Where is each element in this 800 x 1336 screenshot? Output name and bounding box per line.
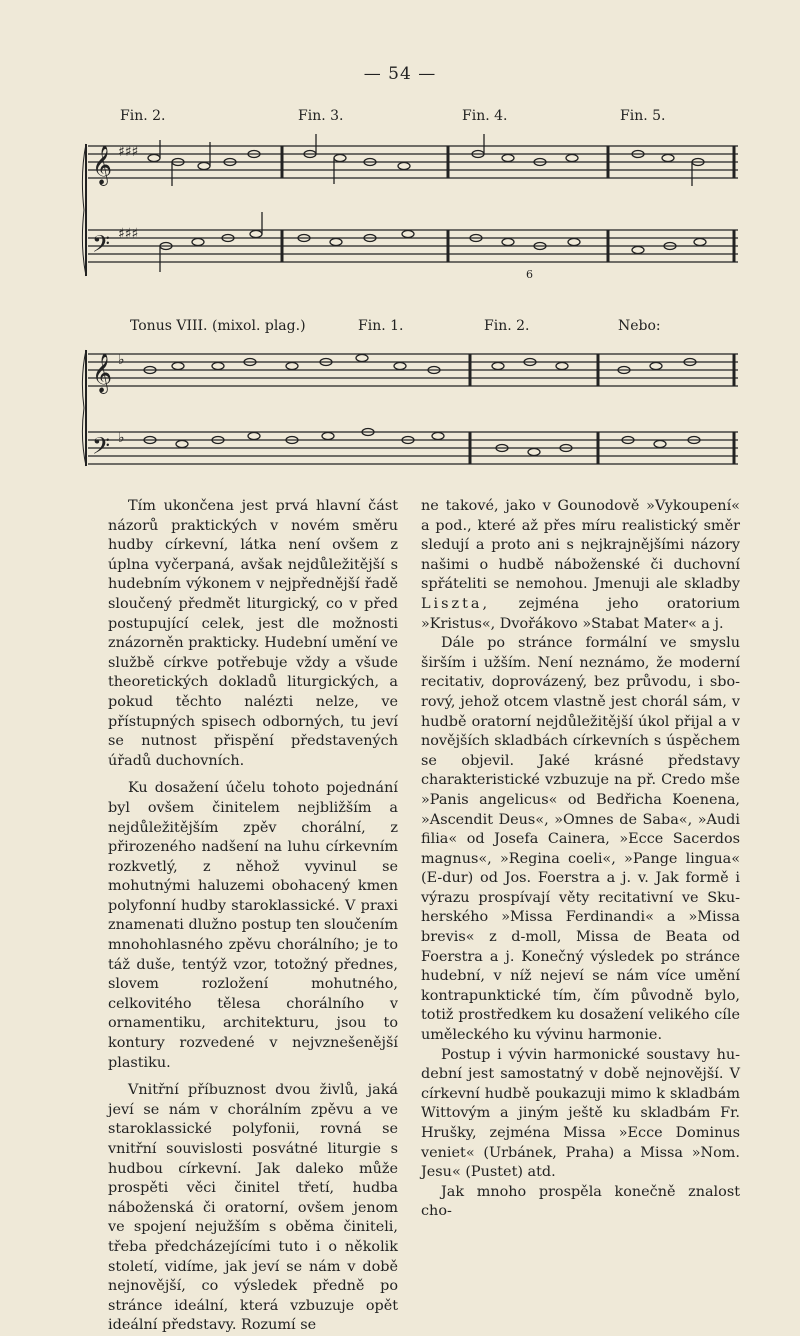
label-fin-3: Fin. 3.	[298, 108, 344, 124]
label-fin-2-b: Fin. 2.	[484, 318, 530, 334]
label-fin-4: Fin. 4.	[462, 108, 508, 124]
svg-text:𝄞: 𝄞	[92, 353, 113, 393]
figured-bass-6: 6	[526, 268, 533, 281]
svg-text:𝄞: 𝄞	[92, 145, 113, 185]
svg-text:♯♯♯: ♯♯♯	[118, 144, 139, 160]
left-column	[108, 497, 398, 1336]
right-paragraph-1-text-a: ne takové, jako v Gounodově »Vykoupení« a pod., které až přes míru realistický směr sledují a proto ani s nejkrajnějšími názory našimi o hudbě náboženské či duchovní spřáteliti se nemohou. Jmenuji ale skladby	[421, 498, 740, 593]
right-paragraph-3: Postup i vývin harmonické soustavy hudební jest samostatný v době nejnovější. V církevní hudbě poukazuji mimo k skladbám Wittovým a jiným ještě ku skladbám Fr. Hrušky, zejména Missa »Ecce Dominus veniet« (Urbánek, Praha) a Missa »Nom. Jesu« (Pustet) atd.	[421, 1046, 740, 1181]
label-fin-1: Fin. 1.	[358, 318, 404, 334]
right-column	[421, 497, 740, 1222]
music-system-1	[78, 126, 742, 286]
svg-text:♭: ♭	[118, 430, 125, 446]
right-paragraph-1-text-b: zejména jeho oratorium »Kristus«, Dvořákovo »Stabat Mater« a j.	[421, 595, 740, 632]
page-number: — 54 —	[363, 64, 437, 84]
svg-text:♯♯♯: ♯♯♯	[118, 226, 139, 242]
svg-text:𝄢: 𝄢	[92, 432, 111, 465]
label-nebo: Nebo:	[618, 318, 661, 334]
svg-text:𝄢: 𝄢	[92, 230, 111, 263]
composer-name-liszt: Liszta,	[421, 595, 491, 612]
tonus-heading: Tonus VIII. (mixol. plag.)	[130, 318, 306, 334]
svg-text:♭: ♭	[118, 352, 125, 368]
left-paragraph-2: Ku dosažení účelu tohoto pojednání byl ovšem činitelem nejbližším a nejdůležitějším zpěv chorální, z přirozeného nadšení na luhu církevním rozkvetlý, z něhož vyvinul se mohutnými haluzemi obohacený kmen polyfonní hudby staroklassické. V praxi znamenati dlužno postup ten sloučením mnohohlasného zpěvu chorálního; je to táž duše, tentýž vzor, totožný přednes, slovem rozložení mohutného, celkovitého tělesa chorálního v ornamentiku, architekturu, jsou to kontury rozvedené v nejvznešenější plastiku.	[108, 780, 398, 1071]
left-paragraph-1: Tím ukončena jest prvá hlavní část názorů praktických v novém směru hudby církevní, látka není ovšem z úplna vyčerpaná, avšak nejdůležitější s hudebním výkonem v nejpřednější řadě sloučený předmět liturgický, co v před postupující celek, jest dle možnosti znázorněn prakticky. Hudební umění ve službě církve potřebuje vždy a všude theoretických dokladů liturgických, a pokud těchto nalézti nelze, ve přístupných spisech odborných, tu jeví se nutnost přispění představených úřadů duchovních.	[108, 498, 398, 769]
right-paragraph-2: Dále po stránce formální ve smyslu širším i užším. Není neznámo, že moderní recitativ, doprovázený, bez průvodu, i sborový, jehož otcem vlastně jest chorál sám, v hudbě oratorní nejdůležitější úkol přijal a v novějších skladbách církevních s úspěchem se objevil. Jaké krásné představy charakteristické vzbuzuje na př. Credo mše »Panis angelicus« od Bedřicha Koenena, »Ascendit Deus«, »Omnes de Saba«, »Audi filia« od Josefa Cainera, »Ecce Sacerdos magnus«, »Regina coeli«, »Pange lingua« (E-dur) od Jos. Foerstra a j. v. Jak formě i výrazu prospívají věty recitativní ve Skuherského »Missa Ferdinandi« a »Missa brevis« z d-moll, Missa de Beata od Foerstra a j. Konečný výsledek po stránce hudební, v níž nejeví se nám více umění kontrapunktické tím, čím původně bylo, totiž prostředkem ku dosažení velikého cíle uměleckého ku vývinu harmonie.	[421, 635, 740, 1044]
right-paragraph-4: Jak mnoho prospěla konečně znalost cho-	[421, 1183, 740, 1220]
left-paragraph-3: Vnitřní příbuznost dvou živlů, jaká jeví se nám v chorálním zpěvu a ve staroklassické polyfonii, rovná se vnitřní souvislosti posvátné liturgie s hudbou církevní. Jak daleko může prospěti věci činitel třetí, hudba náboženská či oratorní, ovšem jenom ve spojení nejužším s oběma činiteli, třeba předcházejícími tuto i o několik století, vidíme, jak jeví se nám v době nejnovější, co výsledek předně po stránce ideální, která vzbuzuje opět ideální představy. Rozumí se	[108, 1082, 398, 1334]
right-paragraph-1	[421, 497, 740, 634]
label-fin-2: Fin. 2.	[120, 108, 166, 124]
label-fin-5: Fin. 5.	[620, 108, 666, 124]
music-system-2	[78, 336, 742, 476]
